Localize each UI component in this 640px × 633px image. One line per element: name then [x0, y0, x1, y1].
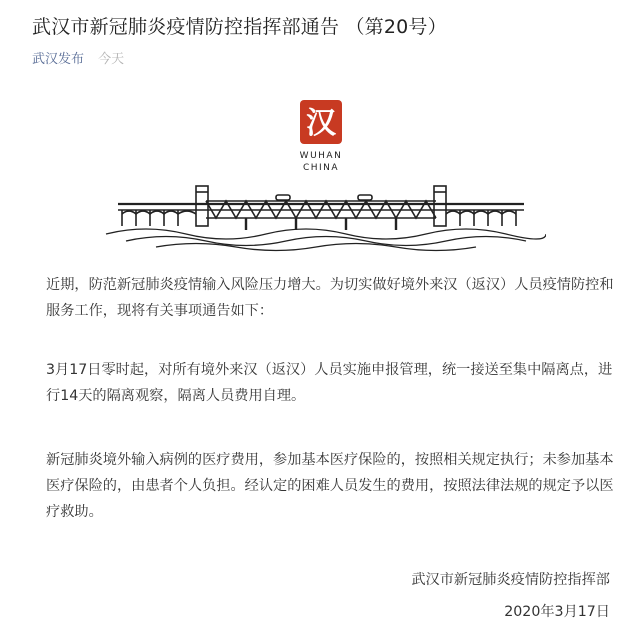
article-title: 武汉市新冠肺炎疫情防控指挥部通告 （第20号）: [32, 16, 447, 38]
wuhan-bridge-illustration: [96, 92, 546, 252]
bridge-drawing: [118, 186, 524, 230]
wuhan-seal-logo: [300, 100, 343, 173]
logo-text-wuhan: WUHAN: [299, 151, 343, 161]
body-paragraph: 新冠肺炎境外输入病例的医疗费用，参加基本医疗保险的，按照相关规定执行；未参加基本医疗保险的，由患者个人负担。经认定的困难人员发生的费用，按照法律法规的规定予以医疗救助。: [46, 452, 614, 520]
banner-illustration: [96, 92, 546, 252]
publish-date: 今天: [98, 52, 125, 67]
river-waves: [106, 229, 546, 251]
issue-date: 2020年3月17日: [504, 604, 610, 620]
article-meta: [32, 51, 124, 69]
body-paragraph: 3月17日零时起，对所有境外来汉（返汉）人员实施申报管理，统一接送至集中隔离点，进行14天的隔离观察，隔离人员费用自理。: [46, 362, 613, 404]
issuer-name: 武汉市新冠肺炎疫情防控指挥部: [411, 572, 610, 588]
logo-text-china: CHINA: [302, 163, 340, 173]
body-paragraph: 近期，防范新冠肺炎疫情输入风险压力增大。为切实做好境外来汉（返汉）人员疫情防控和服务工作，现将有关事项通告如下：: [46, 277, 614, 319]
seal-character: 汉: [306, 106, 336, 141]
account-name-link[interactable]: 武汉发布: [32, 52, 85, 67]
signature-block: [411, 567, 610, 625]
